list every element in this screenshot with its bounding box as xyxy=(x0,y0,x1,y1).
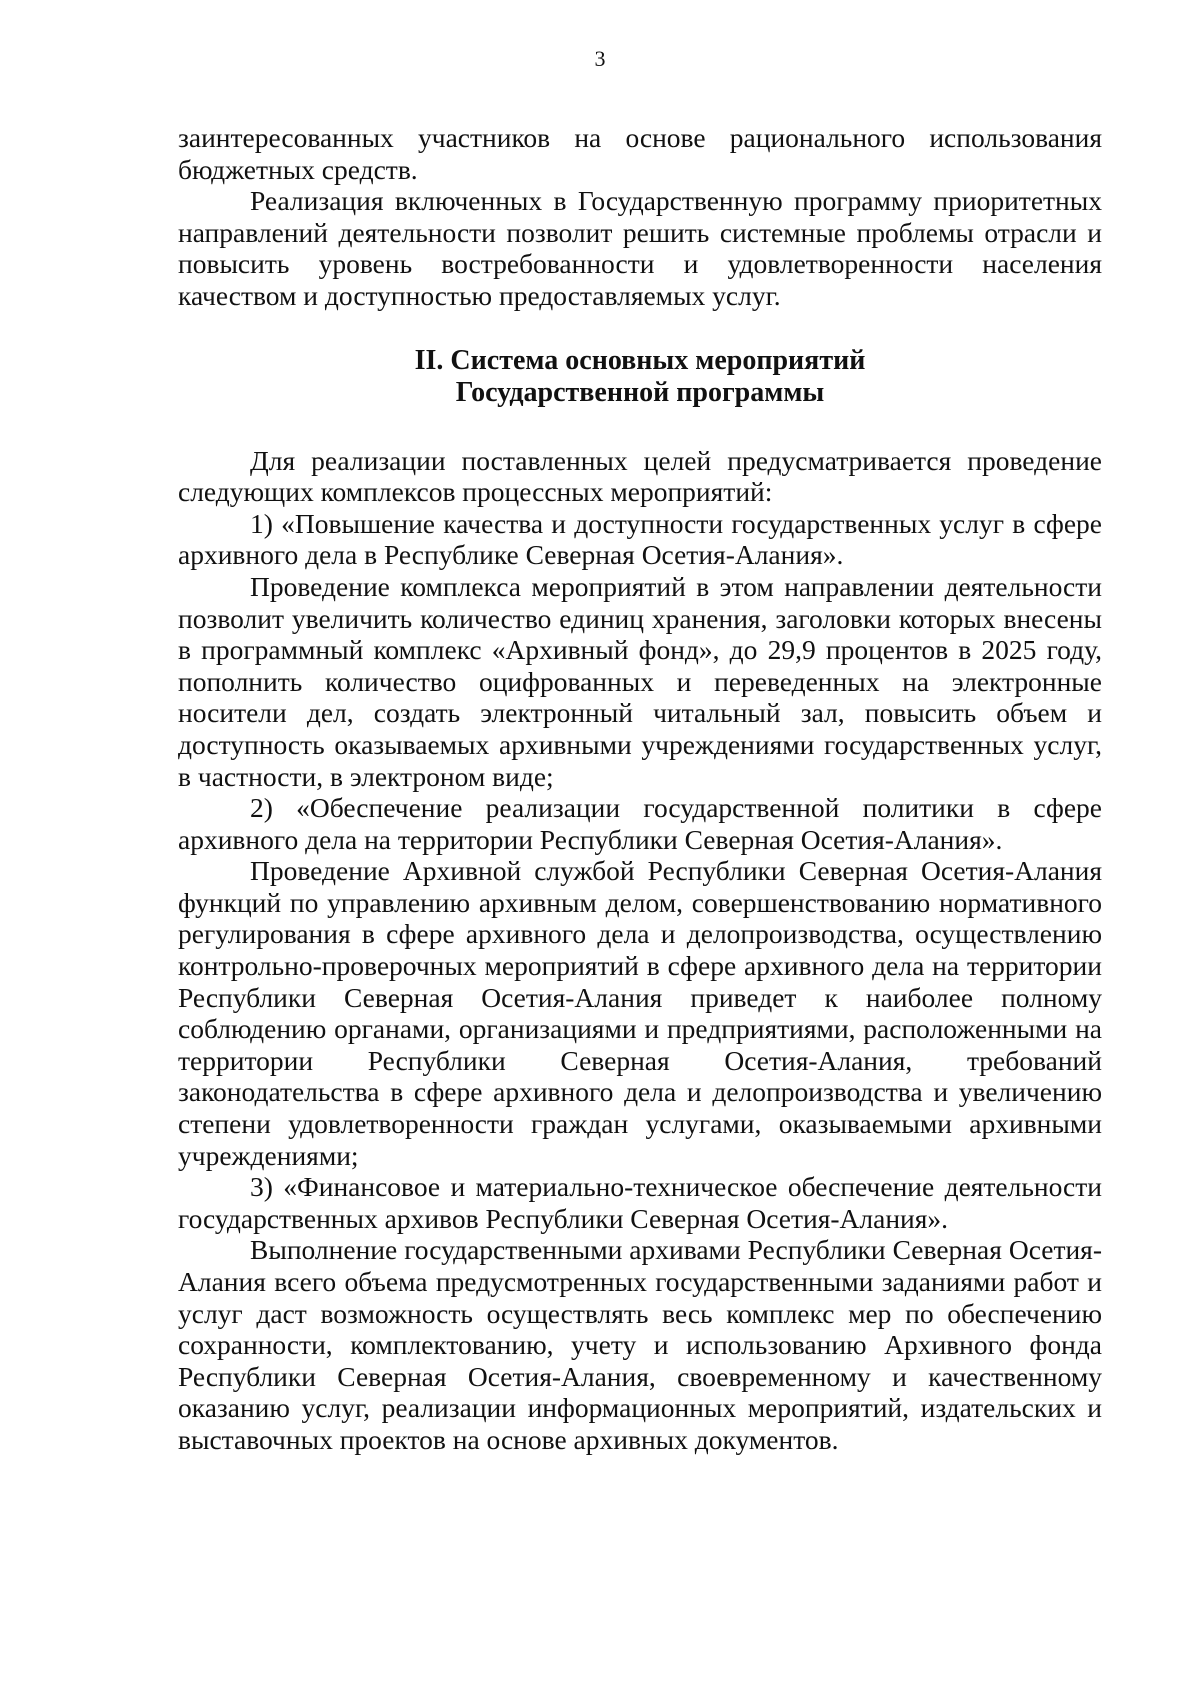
list-item-1: 1) «Повышение качества и доступности государственных услуг в сфере архивного дела в Республике Северная Осетия-Алания». xyxy=(178,507,1102,571)
paragraph: Проведение Архивной службой Республики Северная Осетия-Алания функций по управлению архивным делом, совершенствованию нормативного регулирования в сфере архивного дела и делопроизводства, осуществлению контрольно-проверочных мероприятий в сфере архивного дела на территории Республики Северная Осетия-Алания приведет к наиболее полному соблюдению органами, организациями и предприятиями, расположенными на территории Республики Северная Осетия-Алания, требований законодательства в сфере архивного дела и делопроизводства и увеличению степени удовлетворенности граждан услугами, оказываемыми архивными учреждениями; xyxy=(178,855,1102,1171)
list-item-3: 3) «Финансовое и материально-техническое обеспечение деятельности государственных архивов Республики Северная Осетия-Алания». xyxy=(178,1171,1102,1234)
paragraph: Реализация включенных в Государственную программу приоритетных направлений деятельности позволит решить системные проблемы отрасли и повысить уровень востребованности и удовлетворенности населения качеством и доступностью предоставляемых услуг. xyxy=(178,185,1102,311)
paragraph: Для реализации поставленных целей предусматривается проведение следующих комплексов процессных мероприятий: xyxy=(178,444,1102,508)
page-number: 3 xyxy=(594,46,606,71)
list-item-2: 2) «Обеспечение реализации государственной политики в сфере архивного дела на территории Республики Северная Осетия-Алания». xyxy=(178,792,1102,855)
paragraph: Выполнение государственными архивами Республики Северная Осетия-Алания всего объема предусмотренных государственными заданиями работ и услуг даст возможность осуществлять весь комплекс мер по обеспечению сохранности, комплектованию, учету и использованию Архивного фонда Республики Северная Осетия-Алания, своевременному и качественному оказанию услуг, реализации информационных мероприятий, издательских и выставочных проектов на основе архивных документов. xyxy=(178,1234,1102,1455)
section-heading-line: Государственной программы xyxy=(455,376,825,408)
section-heading xyxy=(178,345,1102,409)
paragraph-continuation: заинтересованных участников на основе рационального использования бюджетных средств. xyxy=(178,122,1102,185)
section-heading-line: II. Система основных мероприятий xyxy=(414,344,866,376)
paragraph: Проведение комплекса мероприятий в этом направлении деятельности позволит увеличить количество единиц хранения, заголовки которых внесены в программный комплекс «Архивный фонд», до 29,9 процентов в 2025 году, пополнить количество оцифрованных и переведенных на электронные носители дел, создать электронный читальный зал, повысить объем и доступность оказываемых архивными учреждениями государственных услуг, в частности, в электроном виде; xyxy=(178,570,1102,792)
document-body xyxy=(178,122,1102,1456)
